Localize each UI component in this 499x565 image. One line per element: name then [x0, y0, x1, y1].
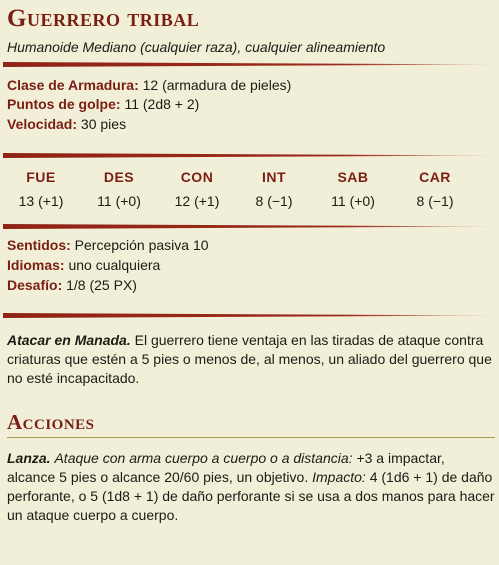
section-underline [7, 437, 495, 438]
divider [3, 62, 495, 67]
ability-int [234, 168, 314, 210]
ability-des [79, 168, 159, 210]
challenge-value: 1/8 (25 PX) [66, 277, 137, 293]
speed-value: 30 pies [80, 116, 127, 132]
ability-fue [1, 168, 81, 210]
actions-heading: Acciones [7, 410, 95, 434]
attack-type: Ataque con arma cuerpo a cuerpo o a distancia: [54, 450, 353, 466]
ability-value: 11 (+0) [331, 193, 375, 209]
languages-value: uno cualquiera [68, 257, 161, 273]
senses-value: Percepción pasiva 10 [74, 237, 209, 253]
ability-value: 8 (−1) [255, 193, 293, 209]
ability-name: CON [180, 169, 214, 185]
armor-class [7, 76, 291, 94]
challenge-label: Desafío: [7, 277, 63, 293]
hit-points-value: 11 (2d8 + 2) [124, 96, 200, 112]
ability-name: INT [261, 169, 287, 185]
ability-name: CAR [419, 169, 451, 185]
senses-label: Sentidos: [7, 237, 71, 253]
languages [7, 256, 160, 274]
action-name: Lanza. [7, 450, 51, 466]
armor-class-label: Clase de Armadura: [7, 77, 139, 93]
ability-value: 11 (+0) [97, 193, 141, 209]
ability-value: 12 (+1) [174, 193, 220, 209]
divider [3, 224, 495, 229]
senses [7, 236, 209, 254]
ability-car [395, 168, 475, 210]
challenge [7, 276, 137, 294]
hit-points-label: Puntos de golpe: [7, 96, 121, 112]
hit-points [7, 95, 199, 113]
languages-label: Idiomas: [7, 257, 65, 273]
attack-text: +3 a impactar, alcance 5 pies o alcance 20/60 pies, un objetivo. [7, 450, 445, 485]
ability-value: 8 (−1) [416, 193, 454, 209]
creature-type: Humanoide Mediano (cualquier raza), cualquier alineamiento [7, 39, 386, 55]
ability-value: 13 (+1) [18, 193, 64, 209]
trait-text: El guerrero tiene ventaja en las tiradas de ataque contra criaturas que estén a 5 pies o menos de, al menos, un aliado del guerrero que no esté incapacitado. [7, 332, 492, 386]
divider [3, 153, 495, 158]
ability-sab [313, 168, 393, 210]
creature-name: Guerrero tribal [7, 5, 200, 32]
trait-name: Atacar en Manada. [7, 332, 131, 348]
ability-name: DES [103, 169, 135, 185]
ability-name: SAB [337, 169, 369, 185]
ability-con [157, 168, 237, 210]
hit-label: Impacto: [312, 469, 366, 485]
hit-text: 4 (1d6 + 1) de daño perforante, o 5 (1d8 + 1) de daño perforante si se usa a dos manos para hacer un ataque cuerpo a cuerpo. [7, 469, 495, 523]
divider [3, 313, 495, 318]
speed [7, 115, 126, 133]
speed-label: Velocidad: [7, 116, 78, 132]
action-spear [7, 449, 495, 525]
armor-class-value: 12 (armadura de pieles) [142, 77, 292, 93]
trait-pack-tactics [7, 331, 495, 388]
ability-name: FUE [26, 169, 56, 185]
